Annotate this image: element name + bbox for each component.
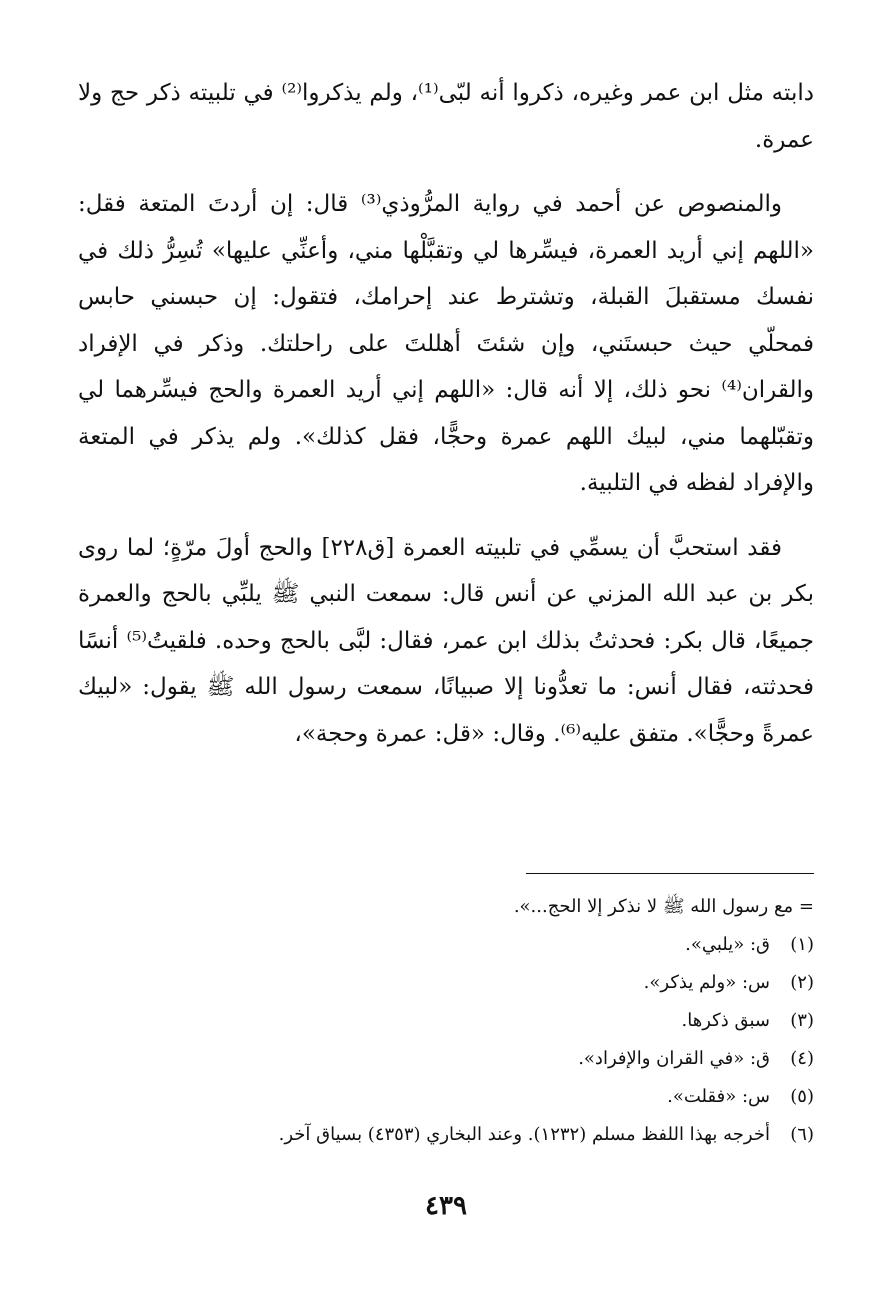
footnote-text: أخرجه بهذا اللفظ مسلم (١٢٣٢). وعند البخاري (٤٣٥٣) بسياق آخر. <box>278 1124 770 1145</box>
footnote-2 <box>78 964 814 1002</box>
footnote-text: س: «فقلت». <box>667 1086 770 1107</box>
footnote-number: (٣) <box>790 1010 814 1031</box>
footnote-3 <box>78 1002 814 1040</box>
footnotes <box>78 888 814 1154</box>
paragraph-1: دابته مثل ابن عمر وغيره، ذكروا أنه لبّى⁽¹⁾، ولم يذكروا⁽²⁾ في تلبيته ذكر حج ولا عمرة. <box>78 80 814 153</box>
paragraph-3: فقد استحبَّ أن يسمِّي في تلبيته العمرة [ق٢٢٨] والحج أولَ مرّةٍ؛ لما روى بكر بن عبد الله المزني عن أنس قال: سمعت النبي ﷺ يلبِّي بالحج والعمرة جميعًا، قال بكر: فحدثتُ بذلك ابن عمر، فقال: لبَّى بالحج وحده. فلقيتُ⁽⁵⁾ أنسًا فحدثته، فقال أنس: ما تعدُّونا إلا صبيانًا، سمعت رسول الله ﷺ يقول: «لبيك عمرةً وحجًّا». متفق عليه⁽⁶⁾. وقال: «قل: عمرة وحجة»، <box>78 534 814 747</box>
footnote-6 <box>78 1116 814 1154</box>
main-text <box>78 70 814 757</box>
page-number: ٤٣٩ <box>425 1191 467 1221</box>
footnote-number: (٤) <box>790 1048 814 1069</box>
footnote-number: (٥) <box>790 1086 814 1107</box>
footnote-text: س: «ولم يذكر». <box>643 972 770 993</box>
footnote-continuation: = مع رسول الله ﷺ لا نذكر إلا الحج...». <box>513 896 814 917</box>
footnote-1 <box>78 926 814 964</box>
footnote-5 <box>78 1078 814 1116</box>
paragraph-2: والمنصوص عن أحمد في رواية المرُّوذي⁽³⁾ قال: إن أردتَ المتعة فقل: «اللهم إني أريد العمرة، فيسِّرها لي وتقبَّلْها مني، وأعنِّي عليها» تُسِرُّ ذلك في نفسك مستقبلَ القبلة، وتشترط عند إحرامك، فتقول: إن حبسني حابس فمحلّي حيث حبستَني، وإن شئتَ أهللتَ على راحلتك. وذكر في الإفراد والقران⁽⁴⁾ نحو ذلك، إلا أنه قال: «اللهم إني أريد العمرة والحج فيسِّرهما لي وتقبّلهما مني، لبيك اللهم عمرة وحجًّا، فقل كذلك». ولم يذكر في المتعة والإفراد لفظه في التلبية. <box>78 191 814 496</box>
footnote-4 <box>78 1040 814 1078</box>
footnote-number: (٦) <box>790 1124 814 1145</box>
footnote-text: سبق ذكرها. <box>681 1010 770 1031</box>
footnote-divider <box>526 873 814 874</box>
footnote-number: (٢) <box>790 972 814 993</box>
footnote-text: ق: «يلبي». <box>685 934 770 955</box>
footnote-number: (١) <box>790 934 814 955</box>
footnote-text: ق: «في القران والإفراد». <box>578 1048 770 1069</box>
